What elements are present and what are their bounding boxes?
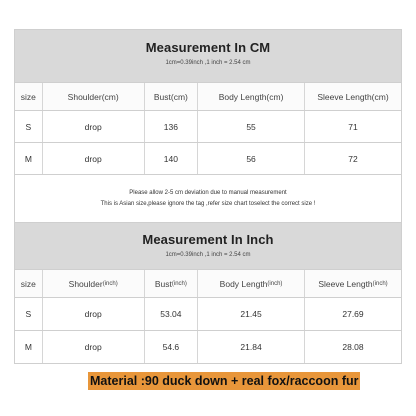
table-row xyxy=(15,331,401,363)
header-label: Shoulder xyxy=(68,278,103,289)
inch-cell-body-length: 21.45 xyxy=(198,298,305,330)
inch-header-sleeve-length xyxy=(305,270,401,297)
inch-cell-bust: 54.6 xyxy=(145,331,198,363)
inch-cell-size: M xyxy=(15,331,43,363)
deviation-note: Please allow 2-5 cm deviation due to manual measurement xyxy=(129,189,287,196)
header-unit: (inch) xyxy=(372,280,388,287)
inch-cell-bust: 53.04 xyxy=(145,298,198,330)
cm-title-block xyxy=(15,30,401,83)
cm-header-sleeve-length: Sleeve Length(cm) xyxy=(317,91,389,102)
inch-cell-sleeve-length: 27.69 xyxy=(342,309,364,319)
measurement-notes xyxy=(15,175,401,222)
header-unit: (inch) xyxy=(102,280,118,287)
inch-cell-shoulder: drop xyxy=(43,331,145,363)
header-label: Bust xyxy=(154,278,172,289)
cm-table-title: Measurement In CM xyxy=(145,40,271,55)
cm-cell-size: M xyxy=(15,143,43,174)
inch-cell-sleeve-length: 28.08 xyxy=(342,342,364,352)
cm-header-body-length: Body Length(cm) xyxy=(198,83,305,110)
table-row xyxy=(15,111,401,143)
inch-conversion-note: 1cm=0.39inch ,1 inch = 2.54 cm xyxy=(165,252,251,258)
inch-header-bust xyxy=(145,270,198,297)
inch-header-row xyxy=(15,270,401,298)
cm-cell-body-length: 56 xyxy=(198,143,305,174)
cm-header-shoulder: Shoulder(cm) xyxy=(43,83,145,110)
inch-header-body-length xyxy=(198,270,305,297)
inch-header-size xyxy=(15,270,43,297)
cm-conversion-note: 1cm=0.39inch ,1 inch = 2.54 cm xyxy=(165,60,251,66)
cm-cell-body-length: 55 xyxy=(198,111,305,142)
cm-header-bust: Bust(cm) xyxy=(145,83,198,110)
size-chart xyxy=(14,29,402,364)
inch-table-title: Measurement In Inch xyxy=(142,232,274,247)
table-row xyxy=(15,298,401,331)
header-unit: (inch) xyxy=(171,280,187,287)
cm-header-size: size xyxy=(15,83,43,110)
cm-cell-sleeve-length: 71 xyxy=(348,121,358,132)
asian-size-note: This is Asian size,please ignore the tag ,refer size chart toselect the correct size ! xyxy=(100,200,316,207)
cm-cell-bust: 140 xyxy=(145,143,198,174)
cm-cell-sleeve-length: 72 xyxy=(348,153,358,164)
inch-cell-shoulder: drop xyxy=(43,298,145,330)
cm-header-row xyxy=(15,83,401,111)
inch-title-block xyxy=(15,222,401,270)
material-banner: Material :90 duck down + real fox/raccoon fur xyxy=(90,374,359,388)
cm-cell-bust: 136 xyxy=(145,111,198,142)
cm-cell-size: S xyxy=(15,111,43,142)
cm-cell-shoulder: drop xyxy=(43,143,145,174)
cm-cell-shoulder: drop xyxy=(43,111,145,142)
table-row xyxy=(15,143,401,175)
inch-cell-size: S xyxy=(15,298,43,330)
inch-header-shoulder xyxy=(43,270,145,297)
header-label: Sleeve Length xyxy=(318,278,373,289)
header-unit: (inch) xyxy=(267,280,283,287)
inch-cell-body-length: 21.84 xyxy=(198,331,305,363)
header-label: Body Length xyxy=(219,278,268,289)
header-label: size xyxy=(20,278,36,289)
